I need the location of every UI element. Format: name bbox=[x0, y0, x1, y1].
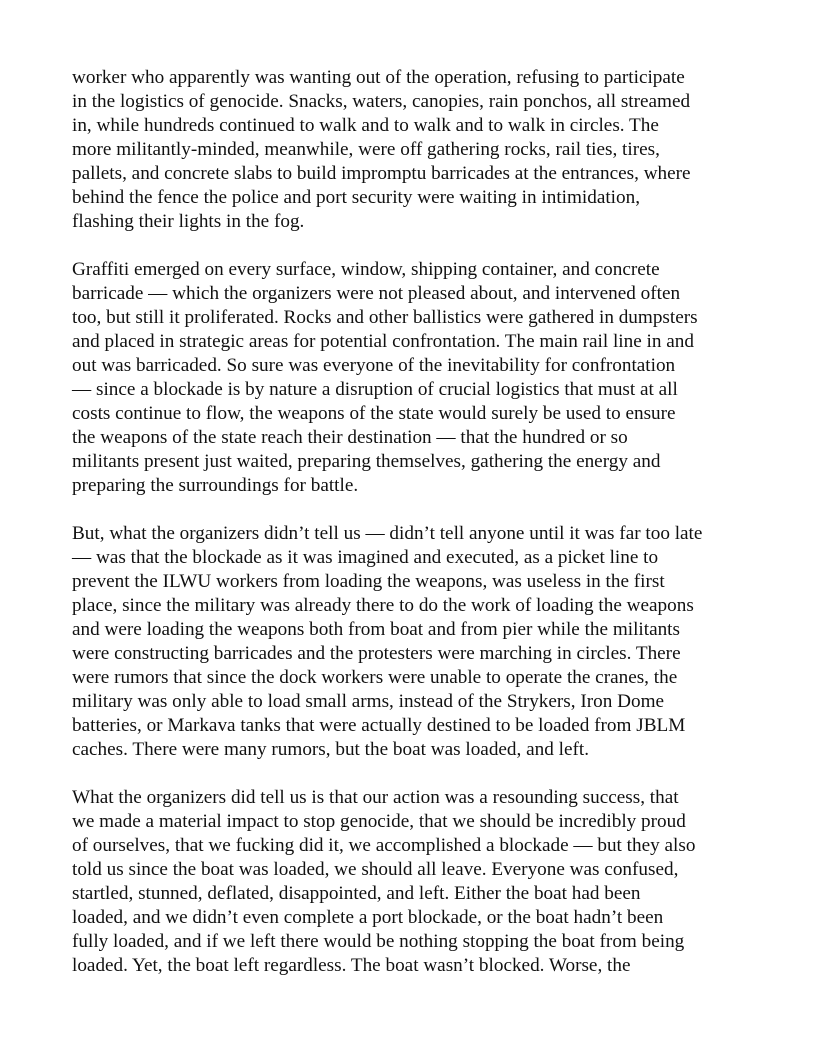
text-line: barricade — which the organizers were not pleased about, and intervened often bbox=[72, 283, 681, 304]
text-line: But, what the organizers didn’t tell us — didn’t tell anyone until it was far too late bbox=[72, 523, 703, 544]
text-line: were constructing barricades and the protesters were marching in circles. There bbox=[72, 643, 681, 664]
text-line: place, since the military was already there to do the work of loading the weapons bbox=[72, 595, 694, 616]
text-line: behind the fence the police and port security were waiting in intimidation, bbox=[72, 187, 640, 208]
text-line: military was only able to load small arms, instead of the Strykers, Iron Dome bbox=[72, 691, 665, 712]
text-line: pallets, and concrete slabs to build impromptu barricades at the entrances, where bbox=[72, 163, 691, 184]
text-line: out was barricaded. So sure was everyone of the inevitability for confrontation bbox=[72, 355, 676, 376]
text-line: costs continue to flow, the weapons of the state would surely be used to ensure bbox=[72, 403, 676, 424]
text-line: flashing their lights in the fog. bbox=[72, 211, 305, 232]
text-line: were rumors that since the dock workers were unable to operate the cranes, the bbox=[72, 667, 678, 688]
text-line: and were loading the weapons both from boat and from pier while the militants bbox=[72, 619, 680, 640]
text-line: — was that the blockade as it was imagined and executed, as a picket line to bbox=[72, 547, 659, 568]
text-line: loaded. Yet, the boat left regardless. The boat wasn’t blocked. Worse, the bbox=[72, 955, 631, 976]
text-line: of ourselves, that we fucking did it, we accomplished a blockade — but they also bbox=[72, 835, 696, 856]
text-line: in, while hundreds continued to walk and to walk and to walk in circles. The bbox=[72, 115, 659, 136]
paragraph-3 bbox=[72, 522, 748, 762]
text-line: preparing the surroundings for battle. bbox=[72, 475, 359, 496]
text-line: What the organizers did tell us is that our action was a resounding success, that bbox=[72, 787, 679, 808]
text-line: loaded, and we didn’t even complete a port blockade, or the boat hadn’t been bbox=[72, 907, 664, 928]
text-line: prevent the ILWU workers from loading the weapons, was useless in the first bbox=[72, 571, 665, 592]
text-line: worker who apparently was wanting out of the operation, refusing to participate bbox=[72, 67, 685, 88]
text-line: told us since the boat was loaded, we should all leave. Everyone was confused, bbox=[72, 859, 679, 880]
document-page bbox=[72, 66, 748, 1002]
paragraph-1 bbox=[72, 66, 748, 234]
text-line: and placed in strategic areas for potential confrontation. The main rail line in and bbox=[72, 331, 694, 352]
text-line: caches. There were many rumors, but the boat was loaded, and left. bbox=[72, 739, 589, 760]
paragraph-4 bbox=[72, 786, 748, 978]
text-line: startled, stunned, deflated, disappointed, and left. Either the boat had been bbox=[72, 883, 641, 904]
text-line: more militantly-minded, meanwhile, were off gathering rocks, rail ties, tires, bbox=[72, 139, 660, 160]
text-line: batteries, or Markava tanks that were actually destined to be loaded from JBLM bbox=[72, 715, 686, 736]
text-line: we made a material impact to stop genocide, that we should be incredibly proud bbox=[72, 811, 686, 832]
text-line: Graffiti emerged on every surface, window, shipping container, and concrete bbox=[72, 259, 660, 280]
text-line: in the logistics of genocide. Snacks, waters, canopies, rain ponchos, all streamed bbox=[72, 91, 691, 112]
text-line: too, but still it proliferated. Rocks and other ballistics were gathered in dumpsters bbox=[72, 307, 698, 328]
text-line: militants present just waited, preparing themselves, gathering the energy and bbox=[72, 451, 661, 472]
text-line: — since a blockade is by nature a disruption of crucial logistics that must at all bbox=[72, 379, 678, 400]
text-line: fully loaded, and if we left there would be nothing stopping the boat from being bbox=[72, 931, 685, 952]
text-line: the weapons of the state reach their destination — that the hundred or so bbox=[72, 427, 628, 448]
paragraph-2 bbox=[72, 258, 748, 498]
